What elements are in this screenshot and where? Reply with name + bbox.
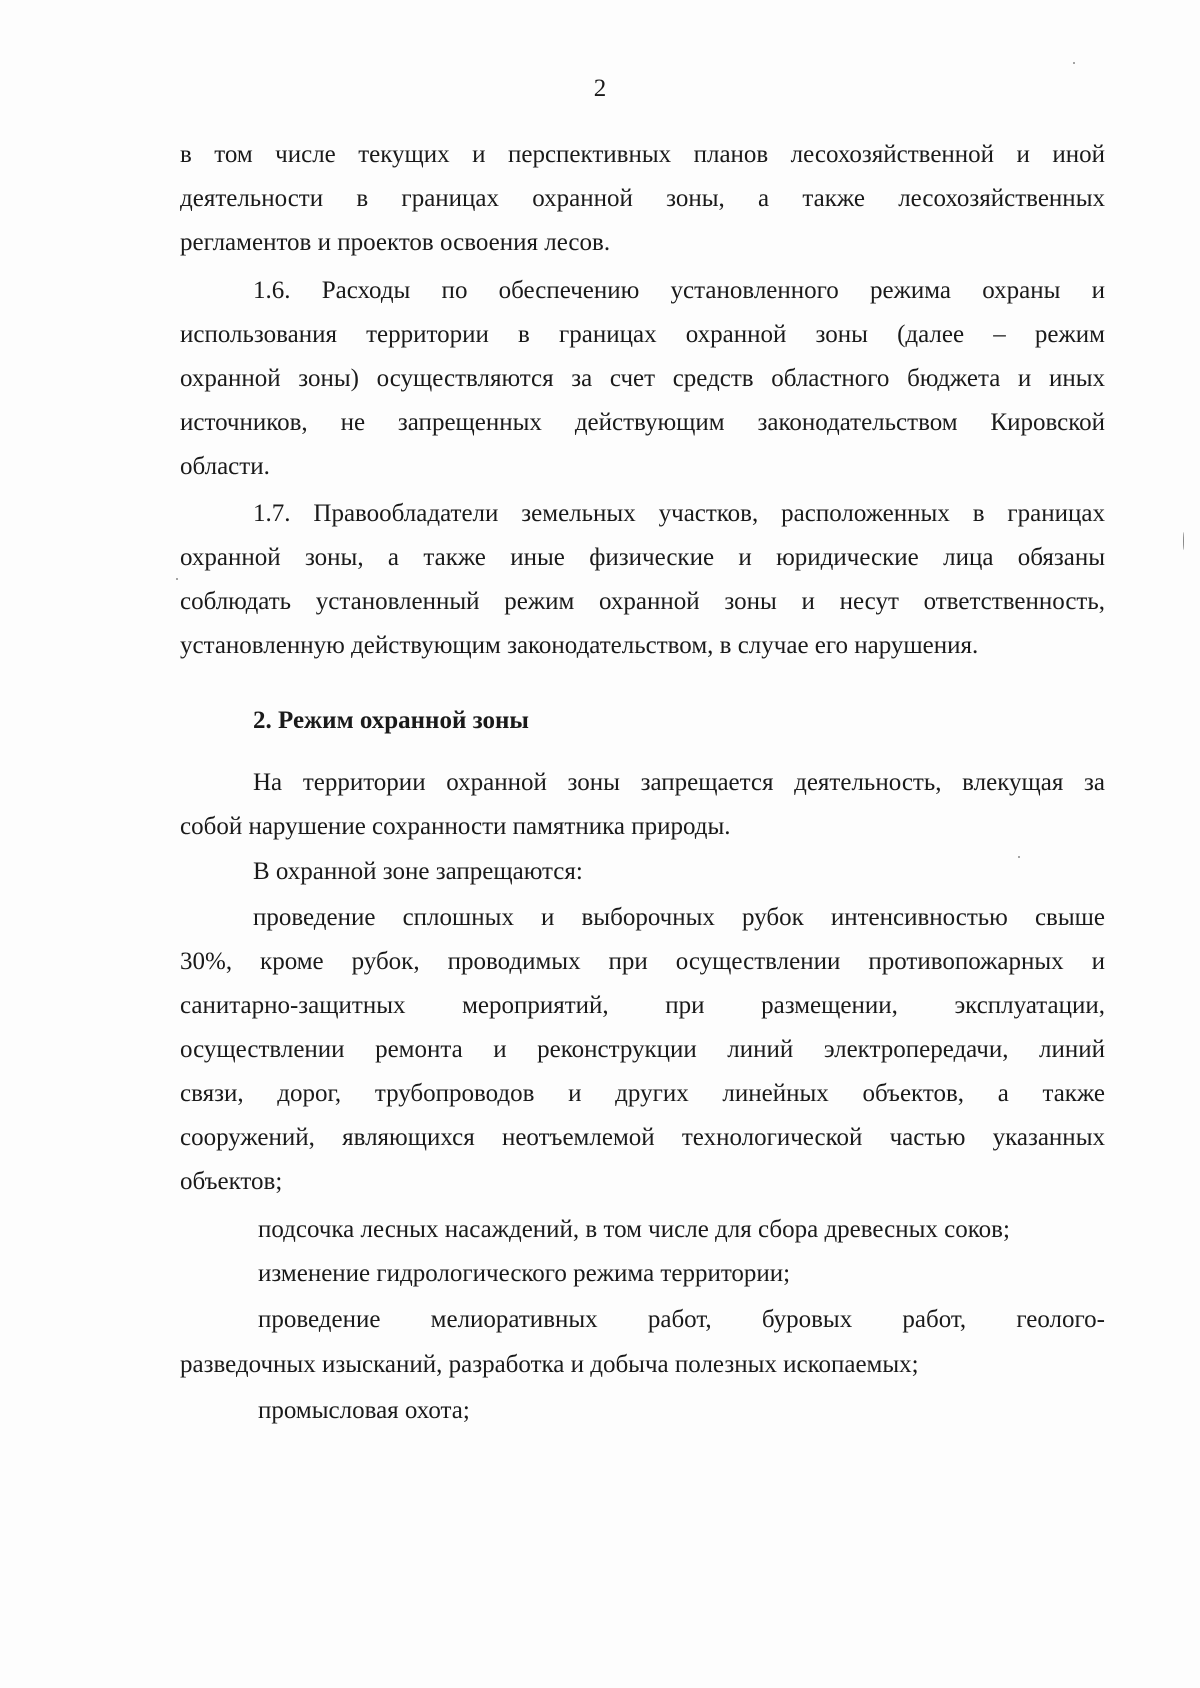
text-line: регламентов и проектов освоения лесов. — [180, 229, 611, 256]
scan-speck — [1183, 532, 1184, 550]
text-line: сооружений, являющихся неотъемлемой технологической частью указанных — [180, 1124, 1105, 1151]
scan-speck — [176, 578, 178, 580]
text-line: области. — [180, 453, 270, 480]
page-number: 2 — [593, 75, 607, 102]
scan-speck — [1073, 62, 1075, 64]
paragraph-1-7-first-line: 1.7. Правообладатели земельных участков, расположенных в границах — [253, 500, 1105, 527]
paragraph-1-6-first-line: 1.6. Расходы по обеспечению установленного режима охраны и — [253, 277, 1105, 304]
list-item: промысловая охота; — [258, 1397, 470, 1424]
text-line: соблюдать установленный режим охранной зоны и несут ответственность, — [180, 588, 1105, 615]
scan-speck — [1018, 856, 1020, 858]
text-line: использования территории в границах охранной зоны (далее – режим — [180, 321, 1105, 348]
text-line: На территории охранной зоны запрещается деятельность, влекущая за — [253, 769, 1105, 796]
section-heading: 2. Режим охранной зоны — [253, 707, 529, 734]
text-line: собой нарушение сохранности памятника природы. — [180, 813, 731, 840]
text-line: разведочных изысканий, разработка и добыча полезных ископаемых; — [180, 1351, 919, 1378]
list-item-first-line: проведение мелиоративных работ, буровых работ, геолого- — [258, 1306, 1105, 1333]
text-line: санитарно-защитных мероприятий, при размещении, эксплуатации, — [180, 992, 1105, 1019]
text-line: охранной зоны) осуществляются за счет средств областного бюджета и иных — [180, 365, 1105, 392]
text-line: деятельности в границах охранной зоны, а также лесохозяйственных — [180, 185, 1105, 212]
text-line: объектов; — [180, 1168, 283, 1195]
list-item-first-line: проведение сплошных и выборочных рубок интенсивностью свыше — [253, 904, 1105, 931]
text-line: установленную действующим законодательством, в случае его нарушения. — [180, 632, 979, 659]
text-line: источников, не запрещенных действующим законодательством Кировской — [180, 409, 1105, 436]
prohibited-intro: В охранной зоне запрещаются: — [253, 858, 583, 885]
text-line: 30%, кроме рубок, проводимых при осуществлении противопожарных и — [180, 948, 1105, 975]
list-item: изменение гидрологического режима территории; — [258, 1260, 791, 1287]
text-line: охранной зоны, а также иные физические и юридические лица обязаны — [180, 544, 1105, 571]
text-line: осуществлении ремонта и реконструкции линий электропередачи, линий — [180, 1036, 1105, 1063]
list-item: подсочка лесных насаждений, в том числе для сбора древесных соков; — [258, 1216, 1010, 1243]
text-line: связи, дорог, трубопроводов и других линейных объектов, а также — [180, 1080, 1105, 1107]
text-line: в том числе текущих и перспективных планов лесохозяйственной и иной — [180, 141, 1105, 168]
